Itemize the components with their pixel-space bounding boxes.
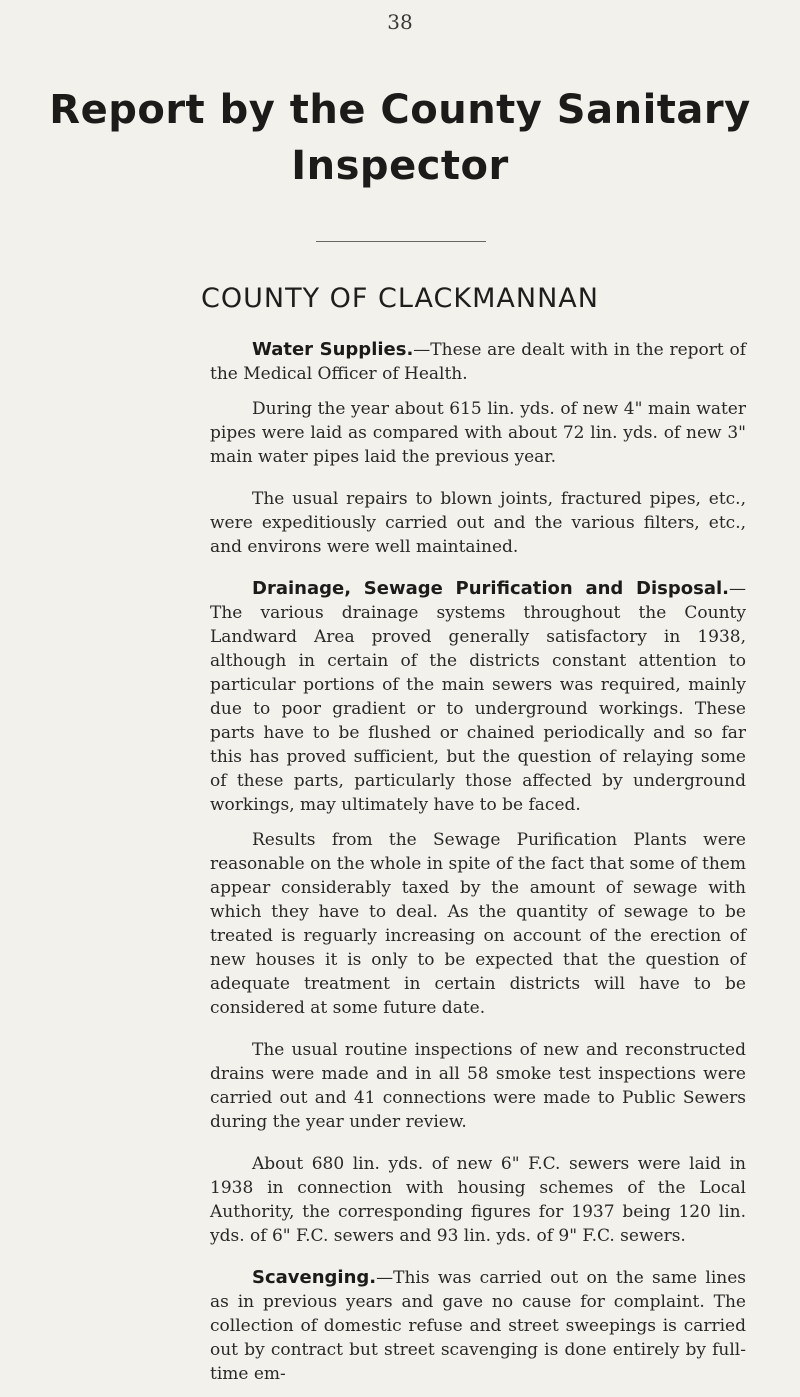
drainage-text: —The various drainage systems throughout the County Landward Area proved generally satisfactory in 1938, although in certain of the districts constant attention to particular portions of the main sewers was required, mainly due to poor gradient or to underground workings. These parts have to be flushed or chained periodically and so far this has proved sufficient, but the question of relaying some of these parts, particularly those affected by underground workings, may ultimately have to be faced. — [210, 579, 746, 815]
scavenging-heading: Scavenging. — [252, 1267, 377, 1288]
scavenging-paragraph — [210, 1266, 746, 1386]
county-heading: COUNTY OF CLACKMANNAN — [201, 283, 599, 314]
inspections-paragraph: The usual routine inspections of new and reconstructed drains were made and in all 58 smoke test inspections were carried out and 41 connections were made to Public Sewers during the year under review. — [210, 1040, 746, 1132]
page-number: 38 — [387, 10, 413, 34]
water-supplies-text: —These are dealt with in the report of the Medical Officer of Health. — [210, 340, 746, 384]
purification-paragraph: Results from the Sewage Purification Plants were reasonable on the whole in spite of the fact that some of them appear considerably taxed by the amount of sewage with which they have to deal. As the quantity of sewage to be treated is reguarly increasing on account of the erection of new houses it is only to be expected that the question of adequate treatment in certain districts will have to be considered at some future date. — [210, 830, 746, 1018]
drainage-heading: Drainage, Sewage Purification and Disposal. — [252, 578, 729, 599]
drainage-paragraph — [210, 577, 746, 817]
water-mains-paragraph: During the year about 615 lin. yds. of new 4" main water pipes were laid as compared with about 72 lin. yds. of new 3" main water pipes laid the previous year. — [210, 399, 746, 467]
report-body — [210, 338, 746, 1397]
sewers-paragraph: About 680 lin. yds. of new 6" F.C. sewers were laid in 1938 in connection with housing schemes of the Local Authority, the corresponding figures for 1937 being 120 lin. yds. of 6" F.C. sewers and 93 lin. yds. of 9" F.C. sewers. — [210, 1154, 746, 1246]
water-repairs-paragraph: The usual repairs to blown joints, fractured pipes, etc., were expeditiously carried out and the various filters, etc., and environs were well maintained. — [210, 489, 746, 557]
scavenging-text: —This was carried out on the same lines as in previous years and gave no cause for complaint. The collection of domestic refuse and street sweepings is carried out by contract but street scavenging is done entirely by full-time em- — [210, 1268, 746, 1384]
water-supplies-heading: Water Supplies. — [252, 339, 414, 360]
report-title: Report by the County Sanitary Inspector — [49, 87, 751, 189]
water-supplies-paragraph — [210, 338, 746, 386]
title-divider — [316, 241, 486, 242]
